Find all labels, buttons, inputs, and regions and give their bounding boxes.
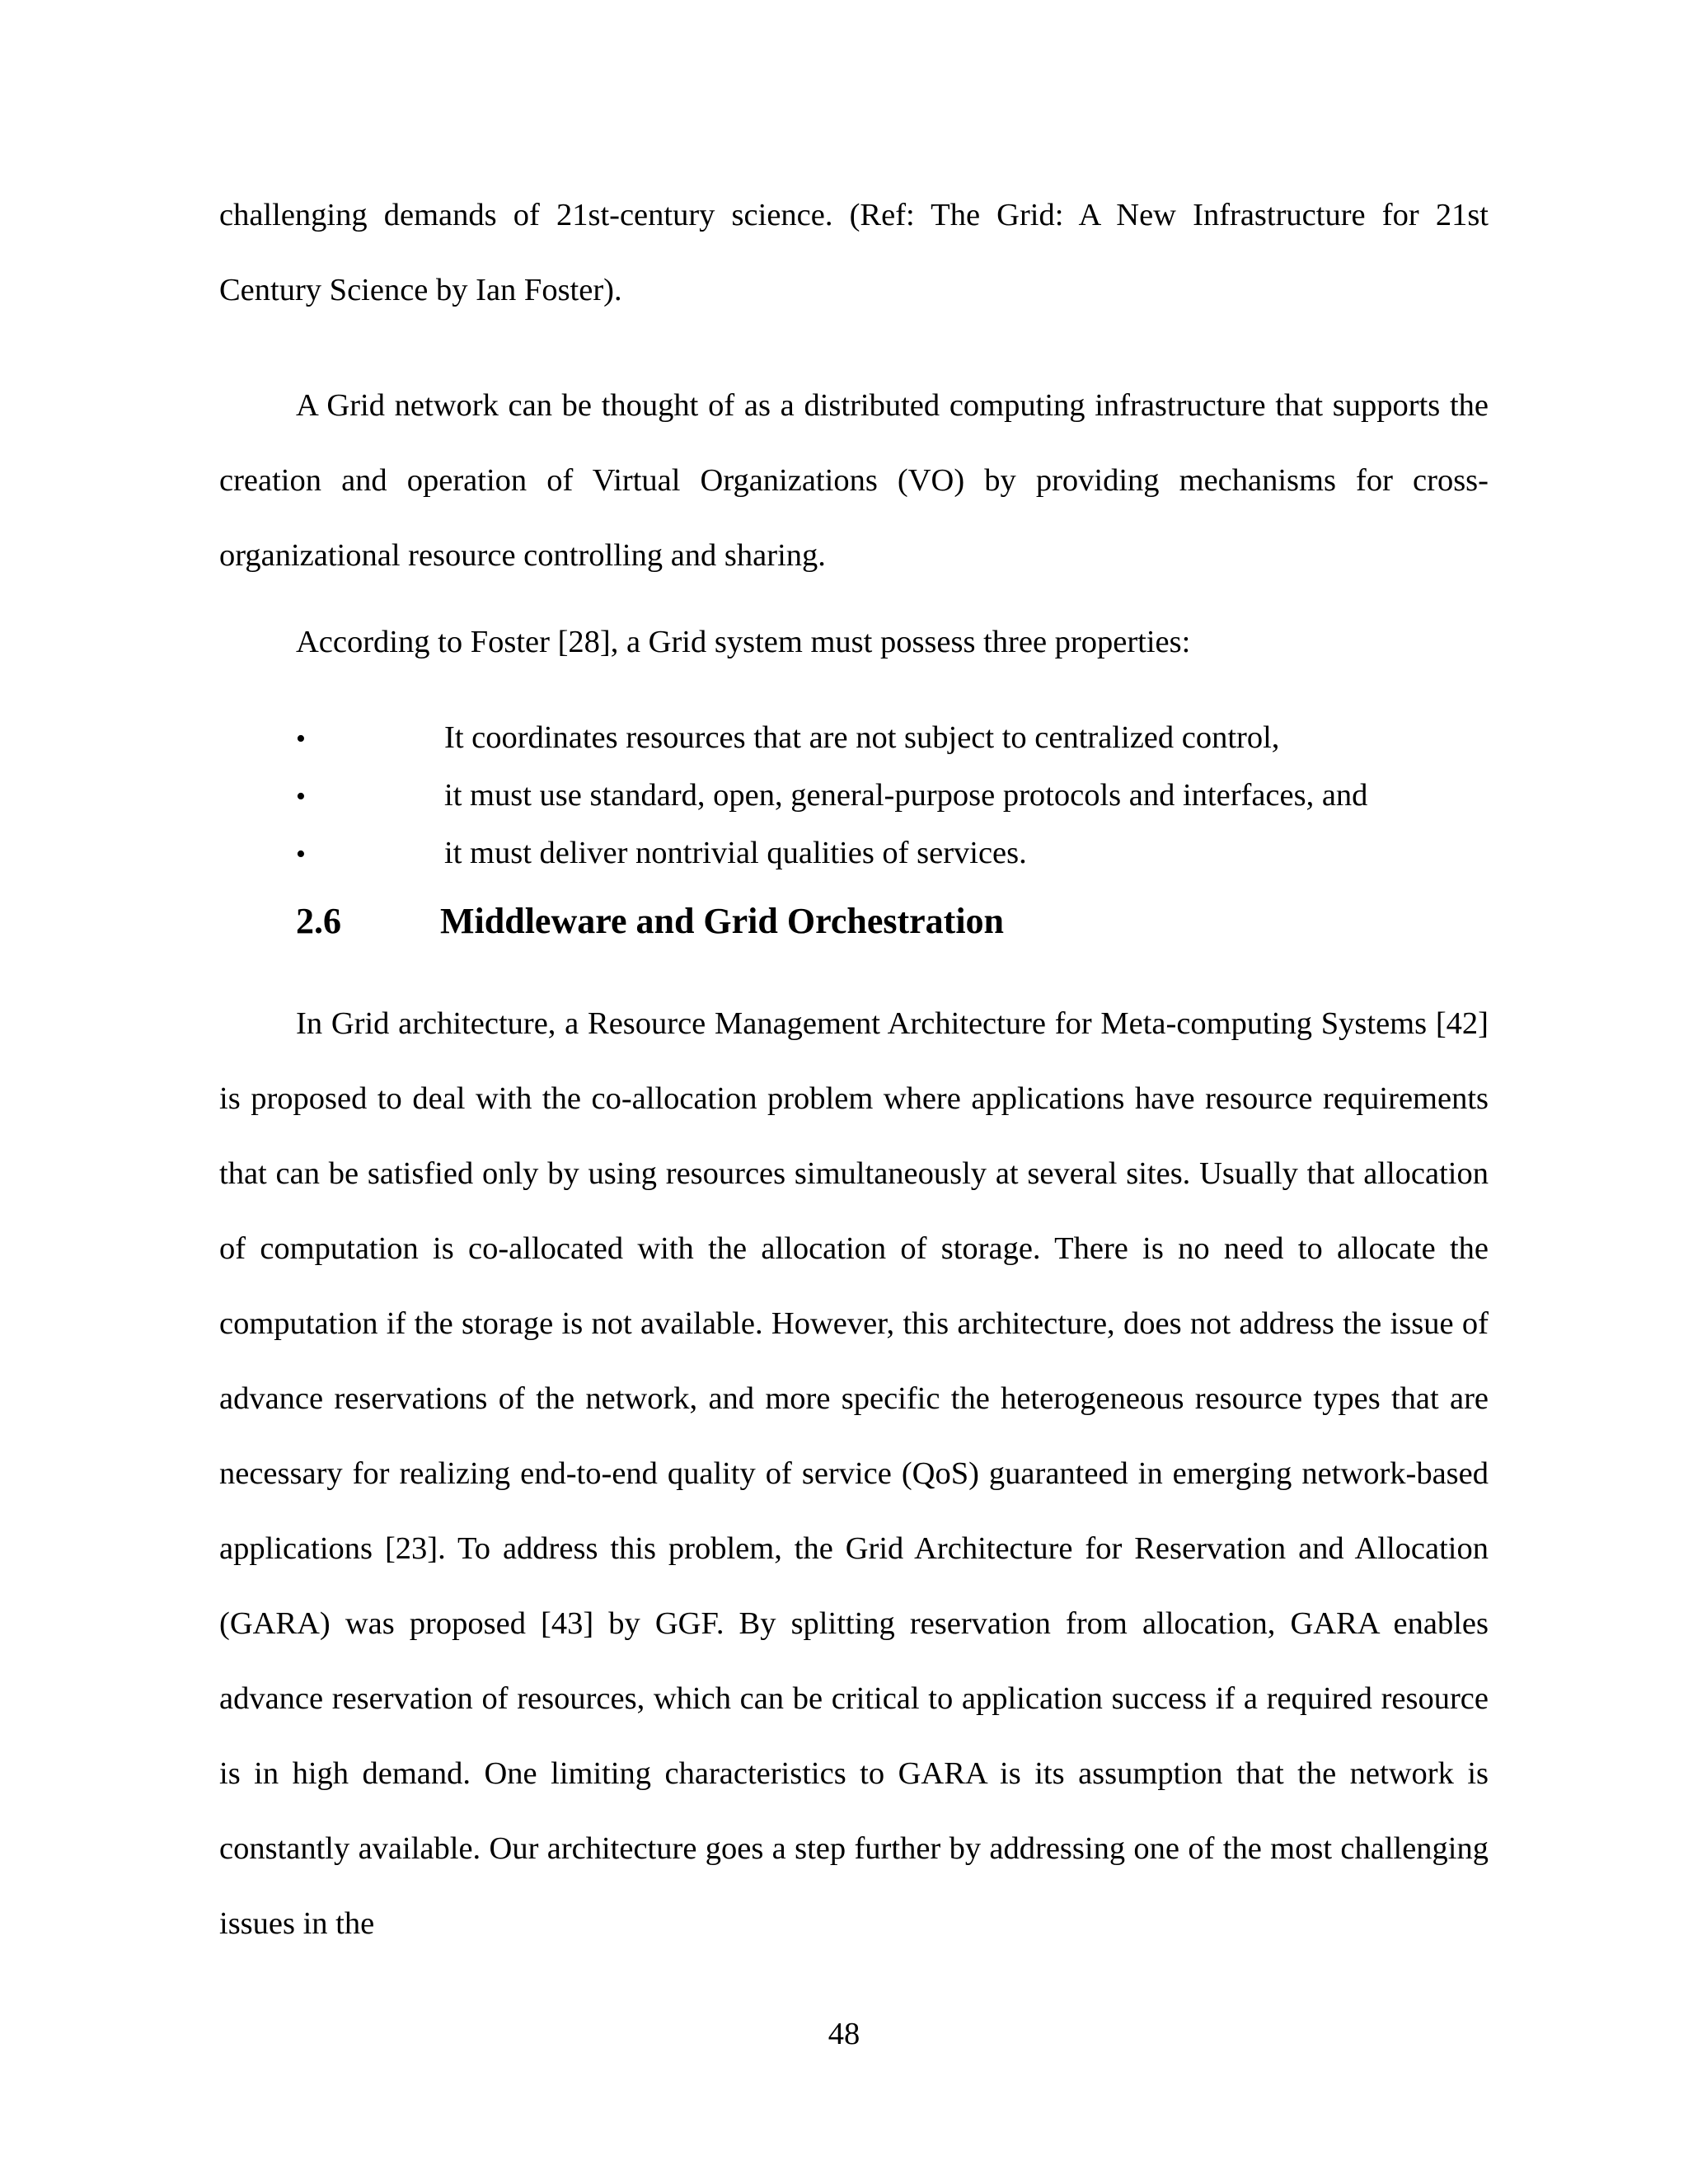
continued-paragraph: challenging demands of 21st-century science. (Ref: The Grid: A New Infrastructure for 21st Century Science by Ian Foster). [219, 198, 1489, 307]
bullet-icon: • [296, 724, 306, 754]
list-item-text: it must deliver nontrivial qualities of services. [444, 836, 1027, 870]
grid-properties-list [219, 710, 1489, 883]
middleware-paragraph: In Grid architecture, a Resource Management Architecture for Meta-computing Systems [42] is proposed to deal with the co-allocation problem where applications have resource requirements that can be satisfied only by using resources simultaneously at several sites. Usually that allocation of computation is co-allocated with the allocation of storage. There is no need to allocate the computation if the storage is not available. However, this architecture, does not address the issue of advance reservations of the network, and more specific the heterogeneous resource types that are necessary for realizing end-to-end quality of service (QoS) guaranteed in emerging network-based applications [23]. To address this problem, the Grid Architecture for Reservation and Allocation (GARA) was proposed [43] by GGF. By splitting reservation from allocation, GARA enables advance reservation of resources, which can be critical to application success if a required resource is in high demand. One limiting characteristics to GARA is its assumption that the network is constantly available. Our architecture goes a step further by addressing one of the most challenging issues in the [219, 1006, 1489, 1941]
section-heading [296, 893, 1004, 950]
list-item-text: it must use standard, open, general-purpose protocols and interfaces, and [444, 778, 1368, 813]
list-item [219, 767, 1489, 825]
bullet-icon: • [296, 839, 306, 869]
list-item [219, 825, 1489, 883]
list-item-text: It coordinates resources that are not subject to centralized control, [444, 720, 1280, 755]
foster-properties-intro: According to Foster [28], a Grid system must possess three properties: [296, 625, 1191, 659]
page-number: 48 [828, 2017, 860, 2051]
section-number: 2.6 [296, 901, 341, 941]
grid-network-paragraph: A Grid network can be thought of as a distributed computing infrastructure that supports the creation and operation of Virtual Organizations (VO) by providing mechanisms for cross-organizational resource controlling and sharing. [219, 388, 1489, 573]
section-title: Middleware and Grid Orchestration [440, 901, 1005, 941]
list-item [219, 710, 1489, 767]
bullet-icon: • [296, 781, 306, 812]
